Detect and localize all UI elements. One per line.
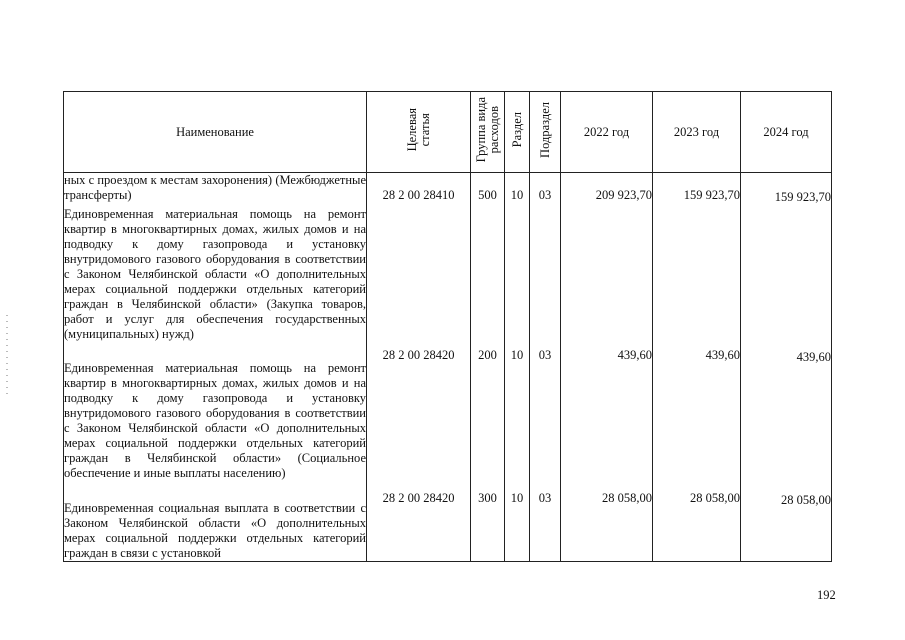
row-3-group: 300 [478,491,497,505]
row-2-y2022: 439,60 [617,348,652,362]
row-3-article: 28 2 00 28420 [382,491,455,505]
section-cell [505,173,530,562]
page-number: 192 [817,588,836,602]
row-1-subsection: 03 [538,188,552,202]
amount-2022-cell [561,173,653,562]
row-2-section: 10 [510,348,524,362]
budget-table [63,91,832,562]
row-2-name: Единовременная материальная помощь на ремонт квартир в многоквартирных домах, жилых домов и на подводку к дому газопровода и установку внутридомового газового оборудования в соответствии с Законом Челябинской области «О дополнительных мерах социальной поддержки отдельных категорий граждан в Челябинской области» (Закупка товаров, работ и услуг для обеспечения государственных (муниципальных) нужд) [64,207,366,341]
row-3-y2024: 28 058,00 [781,493,831,507]
header-year-2024: 2024 год [741,92,832,173]
row-1-y2023: 159 923,70 [683,188,740,202]
row-2-article: 28 2 00 28420 [382,348,455,362]
row-2-subsection: 03 [538,348,552,362]
row-2-y2024: 439,60 [796,350,831,364]
target-article-cell [367,173,471,562]
row-1-section: 10 [510,188,524,202]
row-2-group: 200 [478,348,497,362]
amount-2023-cell [653,173,741,562]
row-3-name: Единовременная материальная помощь на ремонт квартир в многоквартирных домах, жилых домов и на подводку к дому газопровода и установку внутридомового газового оборудования в соответствии с Законом Челябинской области «О дополнительных мерах социальной поддержки отдельных категорий граждан в Челябинской области» (Социальное обеспечение и иные выплаты населению) [64,361,366,480]
name-cell [64,173,367,562]
row-4-name: Единовременная социальная выплата в соответствии с Законом Челябинской области «О дополнительных мерах социальной поддержки отдельных категорий граждан в связи с установкой [64,501,366,560]
expense-group-cell [471,173,505,562]
row-2-y2023: 439,60 [705,348,740,362]
amount-2024-cell [741,173,832,562]
row-1-name: ных с проездом к местам захоронения) (Межбюджетные трансферты) [64,173,366,202]
table-header-row [64,92,832,173]
header-subsection: Подраздел [530,92,561,173]
header-year-2023: 2023 год [653,92,741,173]
subsection-cell [530,173,561,562]
row-1-y2022: 209 923,70 [595,188,652,202]
scan-artifact [6,315,8,395]
header-expense-group: Группа вида расходов [471,92,505,173]
row-3-y2023: 28 058,00 [690,491,740,505]
header-target-article: Целевая статья [367,92,471,173]
header-name: Наименование [64,92,367,173]
row-1-y2024: 159 923,70 [774,190,831,204]
row-3-section: 10 [510,491,524,505]
row-1-article: 28 2 00 28410 [382,188,455,202]
row-3-subsection: 03 [538,491,552,505]
header-section: Раздел [505,92,530,173]
row-3-y2022: 28 058,00 [602,491,652,505]
header-year-2022: 2022 год [561,92,653,173]
row-1-group: 500 [478,188,497,202]
table-body-row [64,173,832,562]
